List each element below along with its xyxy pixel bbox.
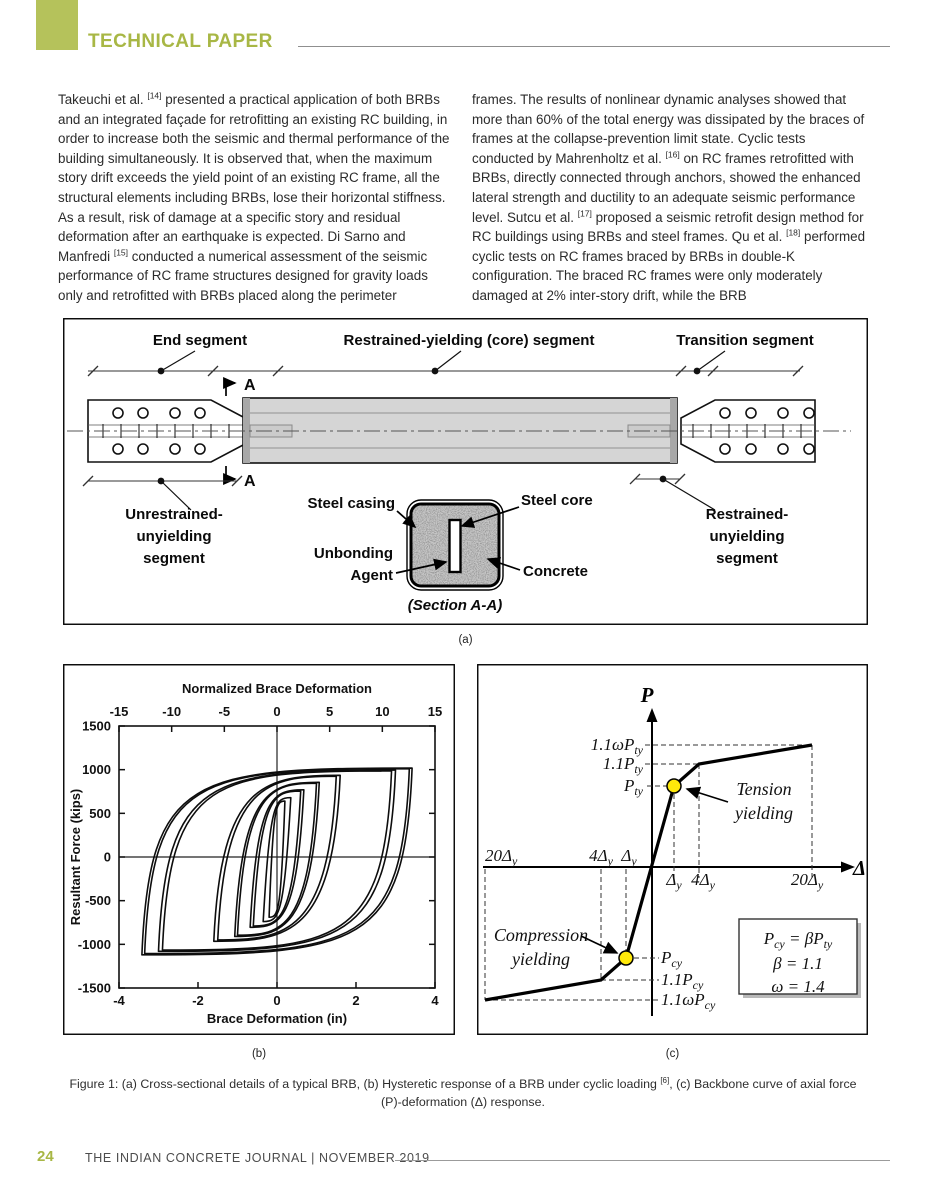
section-mark-top: A	[244, 377, 256, 394]
svg-text:unyielding: unyielding	[709, 528, 785, 545]
svg-text:Agent: Agent	[350, 567, 393, 584]
svg-text:-10: -10	[162, 704, 182, 719]
svg-text:segment: segment	[143, 550, 205, 567]
svg-text:20Δy: $20\Delta_y$	[485, 846, 518, 868]
section-mark-bottom: A	[244, 473, 256, 490]
svg-text:5: 5	[326, 704, 334, 719]
svg-text:1500: 1500	[82, 718, 111, 734]
svg-text:-5: -5	[218, 704, 231, 719]
svg-text:-500: -500	[84, 893, 111, 909]
section-caption: (Section A-A)	[407, 597, 503, 614]
figure-a-brb-diagram	[63, 318, 868, 625]
svg-text:0: 0	[273, 704, 281, 719]
concrete-label: Concrete	[523, 563, 589, 580]
transition-segment-label: Transition segment	[676, 332, 814, 349]
svg-text:-2: -2	[192, 993, 204, 1008]
header-rule	[298, 46, 890, 47]
left-axis-title: Resultant Force (kips)	[68, 788, 83, 926]
svg-text:unyielding: unyielding	[136, 528, 212, 545]
accent-square	[36, 0, 78, 50]
svg-text:-1000: -1000	[77, 936, 111, 952]
journal-name: THE INDIAN CONCRETE JOURNAL | NOVEMBER 2019	[85, 1151, 430, 1165]
brb-elevation	[67, 398, 851, 463]
svg-text:Δy: $\Delta_y$	[621, 846, 637, 868]
tension-yield-point	[667, 779, 681, 793]
article-column-left: Takeuchi et al. [14] presented a practical application of both BRBs and an integrated façade for retrofitting an existing RC building, in order to increase both the seismic and thermal performance of the building simultaneously. It is observed that, when the maximum story drift exceeds the yield point of an existing RC frame, all the structural elements including BRBs, lose their horizontal stiffness. As a result, risk of damage at a specific story and residual deformation after an earthquake is expected. Di Sarno and Manfredi [15] conducted a numerical assessment of the seismic performance of RC frame structures designed for gravity loads only and retrofitted with BRBs placed along the perimeter	[58, 90, 450, 303]
svg-text:ω = 1.4: ω = 1.4	[771, 977, 825, 996]
svg-text:-1500: -1500	[77, 980, 111, 996]
svg-text:β = 1.1: β = 1.1	[773, 954, 823, 973]
end-segment-label: End segment	[152, 332, 248, 349]
svg-text:yielding: yielding	[735, 803, 793, 823]
steel-core-label: Steel core	[521, 492, 593, 509]
left-end-plate	[88, 400, 245, 462]
figure-b-border	[64, 665, 455, 1035]
svg-text:10: 10	[375, 704, 390, 719]
svg-text:Compression: Compression	[493, 925, 589, 945]
page-number: 24	[37, 1148, 54, 1165]
figure-caption: Figure 1: (a) Cross-sectional details of a typical BRB, (b) Hysteretic response of a BRB under cyclic loading [6], (c) Backbone curve of axial force (P)-deformation (Δ) response.	[69, 1075, 857, 1109]
section-a-a	[407, 500, 503, 590]
svg-text:Pcy: $P_{cy}$	[661, 948, 683, 970]
svg-text:Δy: $\Delta_y$	[666, 870, 682, 892]
svg-text:4Δy: $4\Delta_y$	[589, 846, 613, 868]
svg-text:-4: -4	[113, 993, 125, 1008]
top-axis-title: Normalized Brace Deformation	[182, 681, 372, 696]
svg-text:Pcy = βPty: $P_{cy} = \beta P_{ty}$	[763, 929, 833, 951]
core-segment-label: Restrained-yielding (core) segment	[343, 332, 595, 349]
figure-c-sublabel: (c)	[665, 1048, 680, 1060]
svg-text:segment: segment	[716, 550, 778, 567]
svg-text:yielding: yielding	[512, 949, 570, 969]
svg-text:Unbonding: Unbonding	[313, 545, 393, 562]
footer-rule	[395, 1160, 890, 1161]
svg-text:15: 15	[427, 704, 443, 719]
p-axis-label: P	[640, 683, 654, 707]
steel-casing-label: Steel casing	[307, 495, 395, 512]
compression-yield-point	[619, 951, 633, 965]
svg-text:500: 500	[89, 805, 111, 821]
svg-text:2: 2	[352, 993, 360, 1008]
svg-text:0: 0	[103, 849, 111, 865]
svg-text:1.1ωPty: $1.1\omega P_{ty}$	[590, 735, 643, 757]
figure-b-sublabel: (b)	[251, 1048, 267, 1060]
bottom-axis-title: Brace Deformation (in)	[206, 1011, 348, 1026]
steel-core-slot	[450, 520, 461, 572]
svg-text:20Δy: $20\Delta_y$	[790, 870, 824, 892]
svg-text:1000: 1000	[82, 762, 111, 778]
svg-text:Unrestrained-: Unrestrained-	[125, 506, 223, 523]
delta-axis-label: Δ	[853, 856, 867, 880]
figure-b-hysteresis-chart	[63, 664, 455, 1035]
svg-text:1.1Pcy: $1.1P_{cy}$	[661, 970, 704, 992]
figure-a-sublabel: (a)	[458, 634, 473, 646]
restrained-segment-label	[706, 506, 789, 567]
svg-text:Restrained-: Restrained-	[705, 506, 789, 523]
svg-text:1.1ωPcy: $1.1\omega P_{cy}$	[661, 990, 716, 1012]
svg-text:4: 4	[431, 993, 439, 1008]
svg-text:1.1Pty: $1.1P_{ty}$	[602, 754, 643, 776]
figure-c-backbone-curve	[477, 664, 868, 1035]
figure-c-svg	[477, 664, 868, 1035]
svg-text:Tension: Tension	[736, 779, 792, 799]
article-column-right: frames. The results of nonlinear dynamic analyses showed that more than 60% of the total energy was dissipated by the braces of frames at the collapse-prevention limit state. Cyclic tests conducted by Mahrenholtz et al. [16] on RC frames retrofitted with BRBs, directly connected through anchors, showed the enhanced lateral strength and ductility to an adequate seismic performance level. Sutcu et al. [17] proposed a seismic retrofit design method for RC buildings using BRBs and steel frames. Qu et al. [18] performed cyclic tests on RC frames braced by BRBs in double-K configuration. The braced RC frames were only moderately damaged at 2% inter-story drift, while the BRB	[472, 92, 866, 303]
parameter-box	[739, 919, 861, 998]
svg-text:-15: -15	[109, 704, 129, 719]
svg-text:Pty: $P_{ty}$	[623, 776, 643, 798]
figure-b-svg	[63, 664, 455, 1035]
svg-text:0: 0	[273, 993, 281, 1008]
page-title: TECHNICAL PAPER	[88, 31, 273, 52]
svg-text:4Δy: $4\Delta_y$	[691, 870, 715, 892]
figure-a-svg	[63, 318, 868, 625]
